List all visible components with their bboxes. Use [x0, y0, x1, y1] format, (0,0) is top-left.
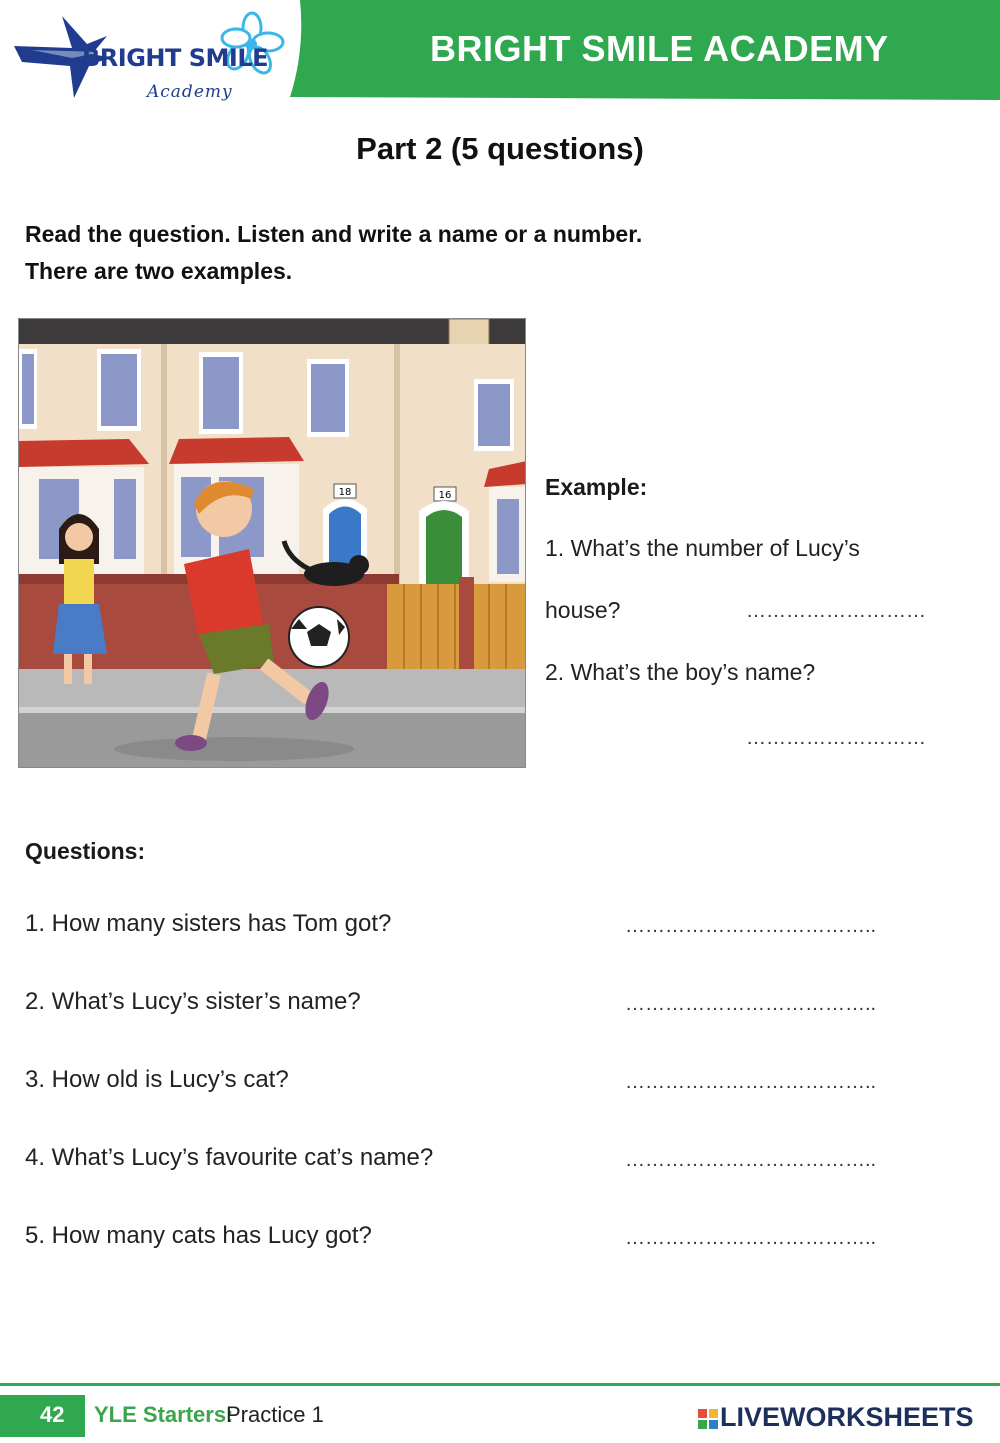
- part-title: Part 2 (5 questions): [356, 131, 644, 166]
- answer-3-blank[interactable]: ………………………………..: [625, 1071, 877, 1093]
- logo-subtext: Academy: [147, 82, 233, 102]
- answer-1-blank[interactable]: ………………………………..: [625, 915, 877, 937]
- question-1: 1. How many sisters has Tom got?: [25, 910, 392, 937]
- question-2: 2. What’s Lucy’s sister’s name?: [25, 988, 361, 1015]
- answer-5-blank[interactable]: ………………………………..: [625, 1227, 877, 1249]
- example-question-2: 2. What’s the boy’s name?: [545, 659, 816, 685]
- example-question-1: 1. What’s the number of Lucy’s: [545, 535, 860, 561]
- example-label: Example:: [545, 474, 648, 500]
- question-3: 3. How old is Lucy’s cat?: [25, 1066, 289, 1093]
- question-5: 5. How many cats has Lucy got?: [25, 1222, 372, 1249]
- footer-practice: Practice 1: [226, 1402, 324, 1427]
- instruction-line-2: There are two examples.: [25, 258, 293, 284]
- door-number-16: 16: [438, 490, 452, 501]
- questions-label: Questions:: [25, 838, 146, 864]
- footer-series: YLE Starters:: [94, 1402, 234, 1427]
- answer-2-blank[interactable]: ………………………………..: [625, 993, 877, 1015]
- academy-logo: [12, 6, 302, 106]
- example-answer-2-blank[interactable]: ………………………: [746, 727, 926, 749]
- logo-text: BRIGHT SMILE: [82, 44, 268, 72]
- door-number-18: 18: [338, 487, 352, 498]
- question-4: 4. What’s Lucy’s favourite cat’s name?: [25, 1144, 434, 1171]
- liveworksheets-watermark: LIVEWORKSHEETS: [720, 1402, 974, 1432]
- instruction-line-1: Read the question. Listen and write a name or a number.: [25, 221, 643, 247]
- page-number: 42: [40, 1402, 65, 1427]
- example-answer-1-blank[interactable]: ………………………: [746, 600, 926, 622]
- academy-title: BRIGHT SMILE ACADEMY: [430, 28, 889, 69]
- answer-4-blank[interactable]: ………………………………..: [625, 1149, 877, 1171]
- footer-divider: [0, 1383, 1000, 1386]
- street-illustration: [18, 318, 526, 768]
- example-question-1-cont: house?: [545, 597, 621, 623]
